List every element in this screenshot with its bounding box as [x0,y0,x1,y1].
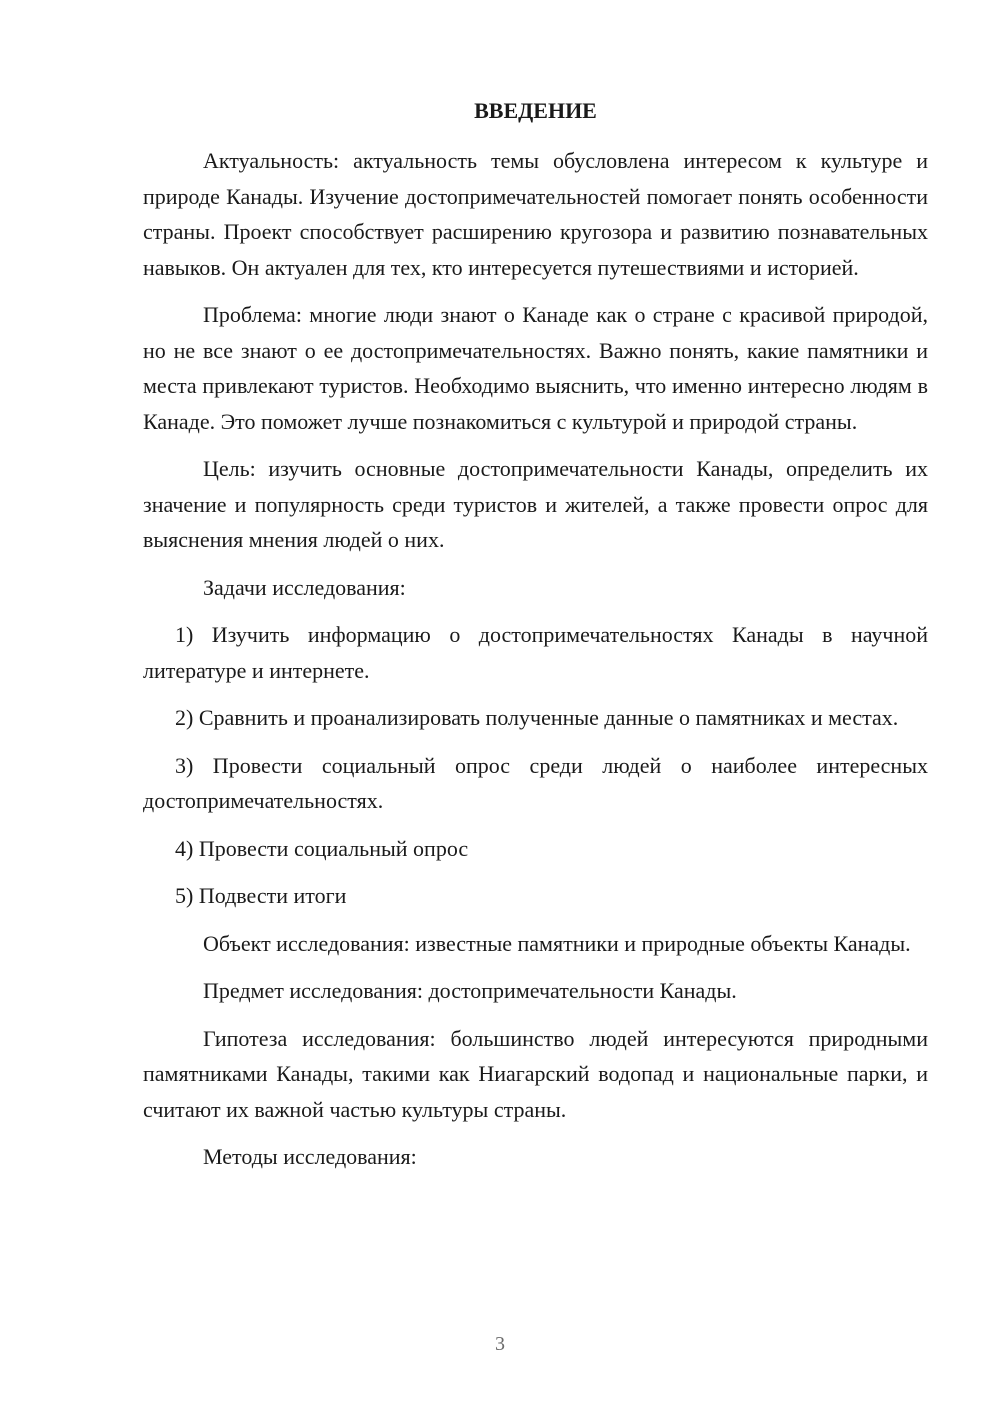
task-item-2: 2) Сравнить и проанализировать полученные данные о памятниках и местах. [175,705,899,730]
task-item-3: 3) Провести социальный опрос среди людей о наиболее интересных достопримечательностях. [143,752,928,813]
document-body [143,143,928,1187]
relevance-paragraph: Актуальность: актуальность темы обусловлена интересом к культуре и природе Канады. Изучение достопримечательностей помогает понять особенности страны. Проект способствует расширению кругозора и развитию познавательных навыков. Он актуален для тех, кто интересуется путешествиями и историей. [143,148,928,280]
page-number: 3 [495,1333,505,1355]
page-title: ВВЕДЕНИЕ [474,98,597,123]
object-paragraph: Объект исследования: известные памятники и природные объекты Канады. [203,930,911,956]
goal-paragraph: Цель: изучить основные достопримечательности Канады, определить их значение и популярность среди туристов и жителей, а также провести опрос для выяснения мнения людей о них. [143,456,928,552]
task-item-5: 5) Подвести итоги [175,883,347,908]
tasks-heading: Задачи исследования: [203,574,406,600]
task-item-4: 4) Провести социальный опрос [175,835,469,861]
subject-paragraph: Предмет исследования: достопримечательности Канады. [203,978,737,1003]
hypothesis-paragraph: Гипотеза исследования: большинство людей интересуются природными памятниками Канады, такими как Ниагарский водопад и национальные парки, и считают их важной частью культуры страны. [143,1025,928,1122]
methods-heading: Методы исследования: [203,1144,417,1169]
problem-paragraph: Проблема: многие люди знают о Канаде как о стране с красивой природой, но не все знают о ее достопримечательностях. Важно понять, какие памятники и места привлекают туристов. Необходимо выяснить, что именно интересно людям в Канаде. Это поможет лучше познакомиться с культурой и природой страны. [143,302,928,434]
task-item-1: 1) Изучить информацию о достопримечательностях Канады в научной литературе и интернете. [143,622,928,683]
